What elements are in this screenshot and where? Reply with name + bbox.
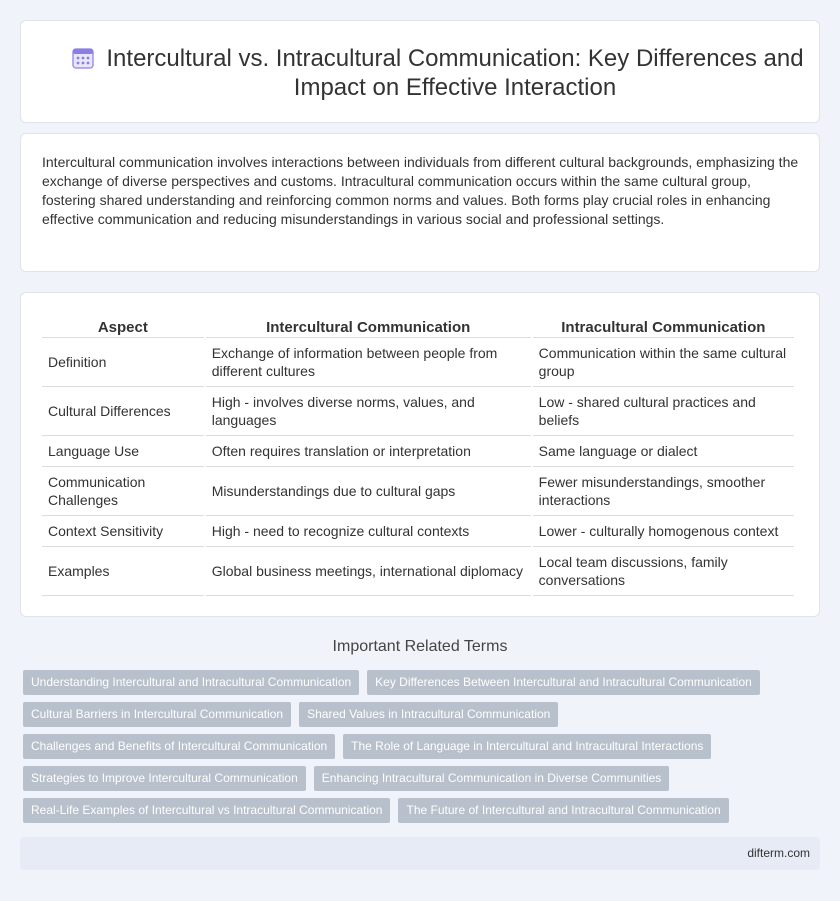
table-cell-intracultural: Fewer misunderstandings, smoother interactions <box>533 467 794 516</box>
header-intercultural: Intercultural Communication <box>206 315 531 338</box>
comparison-table <box>40 315 796 596</box>
related-term-link[interactable]: Strategies to Improve Intercultural Communication <box>23 766 306 791</box>
intro-card <box>20 133 820 272</box>
title-card <box>20 20 820 123</box>
table-cell-intercultural: Often requires translation or interpretation <box>206 436 531 467</box>
table-cell-intercultural: High - involves diverse norms, values, and languages <box>206 387 531 436</box>
related-term-link[interactable]: Challenges and Benefits of Intercultural Communication <box>23 734 335 759</box>
table-cell-aspect: Examples <box>42 547 204 596</box>
table-cell-intracultural: Low - shared cultural practices and beliefs <box>533 387 794 436</box>
related-term-link[interactable]: The Role of Language in Intercultural and Intracultural Interactions <box>343 734 711 759</box>
related-term-link[interactable]: Understanding Intercultural and Intracultural Communication <box>23 670 359 695</box>
related-term-link[interactable]: Key Differences Between Intercultural and Intracultural Communication <box>367 670 760 695</box>
header-intracultural: Intracultural Communication <box>533 315 794 338</box>
table-cell-intracultural: Same language or dialect <box>533 436 794 467</box>
table-cell-aspect: Context Sensitivity <box>42 516 204 547</box>
table-cell-intracultural: Lower - culturally homogenous context <box>533 516 794 547</box>
table-cell-intercultural: Misunderstandings due to cultural gaps <box>206 467 531 516</box>
table-cell-intracultural: Communication within the same cultural group <box>533 338 794 387</box>
table-cell-aspect: Language Use <box>42 436 204 467</box>
related-term-link[interactable]: Shared Values in Intracultural Communication <box>299 702 558 727</box>
header-aspect: Aspect <box>42 315 204 338</box>
site-link[interactable]: difterm.com <box>747 846 810 860</box>
table-cell-aspect: Definition <box>42 338 204 387</box>
footer <box>20 837 820 870</box>
table-cell-intercultural: Exchange of information between people from different cultures <box>206 338 531 387</box>
related-term-link[interactable]: Enhancing Intracultural Communication in Diverse Communities <box>314 766 669 791</box>
table-cell-intercultural: Global business meetings, international diplomacy <box>206 547 531 596</box>
comparison-table-card <box>20 292 820 617</box>
table-row <box>42 436 794 467</box>
related-term-link[interactable]: The Future of Intercultural and Intracultural Communication <box>398 798 728 823</box>
related-terms-list <box>23 670 793 823</box>
related-term-link[interactable]: Real-Life Examples of Intercultural vs Intracultural Communication <box>23 798 390 823</box>
table-header-row <box>42 315 794 338</box>
table-row <box>42 547 794 596</box>
table-row <box>42 467 794 516</box>
table-row <box>42 516 794 547</box>
related-terms-heading: Important Related Terms <box>332 638 508 655</box>
related-term-link[interactable]: Cultural Barriers in Intercultural Communication <box>23 702 291 727</box>
table-cell-intracultural: Local team discussions, family conversations <box>533 547 794 596</box>
table-cell-intercultural: High - need to recognize cultural contexts <box>206 516 531 547</box>
table-row <box>42 338 794 387</box>
intro-paragraph: Intercultural communication involves interactions between individuals from different cultural backgrounds, emphasizing the exchange of diverse perspectives and customs. Intracultural communication occurs within the same cultural group, fostering shared understanding and reinforcing common norms and values. Both forms play crucial roles in enhancing effective communication and reducing misunderstandings in various social and professional settings. <box>42 154 799 227</box>
table-row <box>42 387 794 436</box>
table-cell-aspect: Cultural Differences <box>42 387 204 436</box>
page-title: Intercultural vs. Intracultural Communication: Key Differences and Impact on Effective Interaction <box>106 45 804 101</box>
table-cell-aspect: Communication Challenges <box>42 467 204 516</box>
